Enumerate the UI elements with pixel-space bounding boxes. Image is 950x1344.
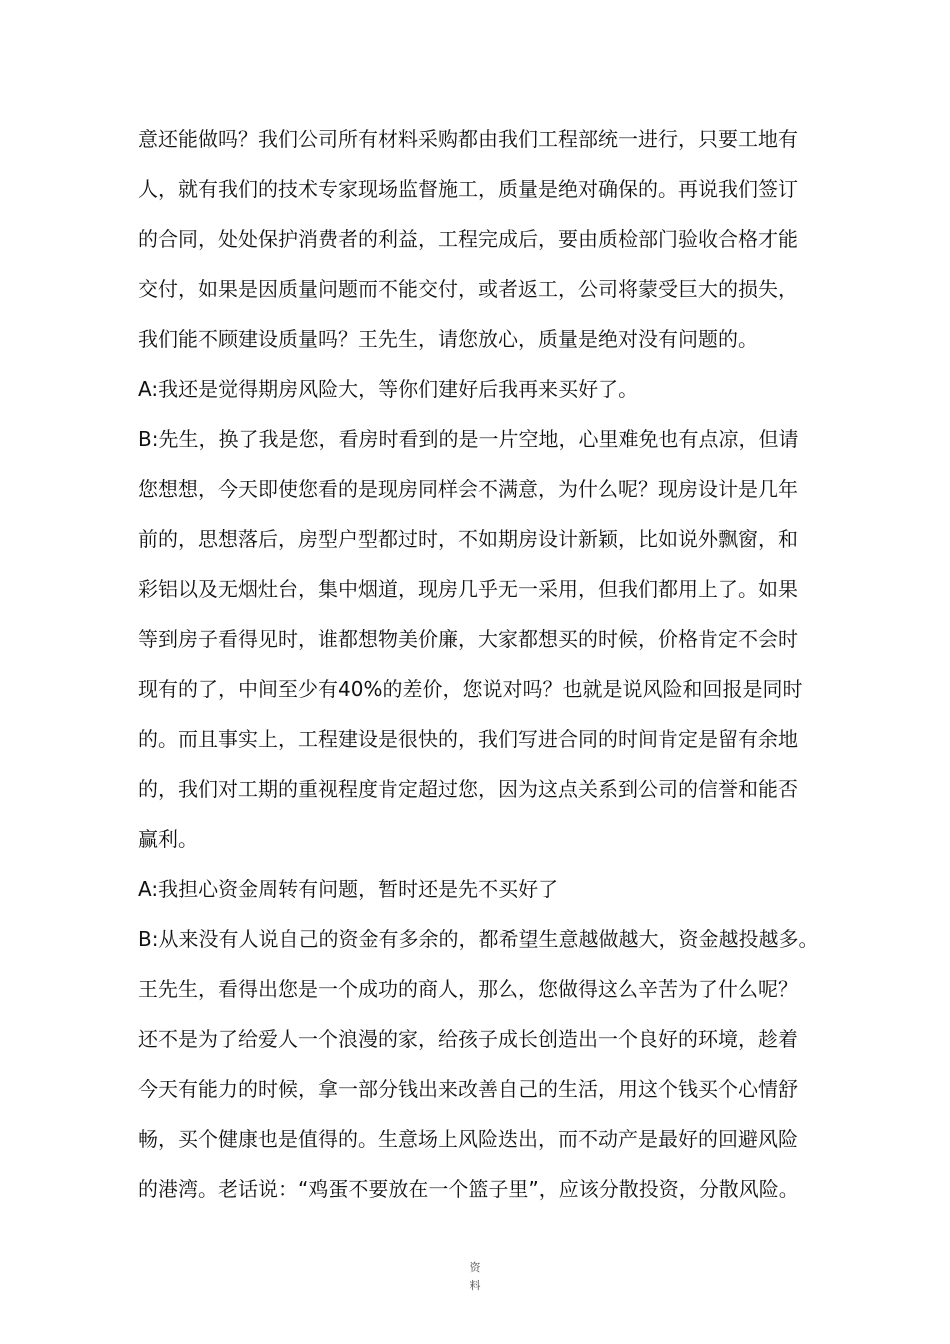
document-body [138, 117, 838, 1217]
text-line: 现有的了，中间至少有40%的差价，您说对吗？也就是说风险和回报是同时 [138, 677, 803, 701]
text-line: A:我担心资金周转有问题，暂时还是先不买好了 [138, 877, 559, 901]
text-line: 意还能做吗？我们公司所有材料采购都由我们工程部统一进行，只要工地有 [138, 127, 798, 151]
text-line: 的，我们对工期的重视程度肯定超过您，因为这点关系到公司的信誉和能否 [138, 777, 798, 801]
text-line: A:我还是觉得期房风险大，等你们建好后我再来买好了。 [138, 377, 639, 401]
text-line: B:从来没有人说自己的资金有多余的，都希望生意越做越大，资金越投越多。 [138, 927, 819, 951]
page-footer [465, 1259, 485, 1295]
text-line: 的合同，处处保护消费者的利益，工程完成后，要由质检部门验收合格才能 [138, 227, 798, 251]
footer-char: 料 [469, 1279, 481, 1292]
text-line: 等到房子看得见时，谁都想物美价廉，大家都想买的时候，价格肯定不会时 [138, 627, 798, 651]
text-line: 王先生，看得出您是一个成功的商人，那么，您做得这么辛苦为了什么呢？ [138, 977, 798, 1001]
text-line: 今天有能力的时候，拿一部分钱出来改善自己的生活，用这个钱买个心情舒 [138, 1077, 798, 1101]
text-line: 人，就有我们的技术专家现场监督施工，质量是绝对确保的。再说我们签订 [138, 177, 798, 201]
text-line: 交付，如果是因质量问题而不能交付，或者返工，公司将蒙受巨大的损失， [138, 277, 798, 301]
text-line: B:先生，换了我是您，看房时看到的是一片空地，心里难免也有点凉，但请 [138, 427, 799, 451]
text-line: 畅，买个健康也是值得的。生意场上风险迭出，而不动产是最好的回避风险 [138, 1127, 798, 1151]
text-line: 的港湾。老话说：“鸡蛋不要放在一个篮子里”，应该分散投资，分散风险。 [138, 1177, 799, 1201]
text-line: 彩铝以及无烟灶台，集中烟道，现房几乎无一采用，但我们都用上了。如果 [138, 577, 798, 601]
text-line: 赢利。 [138, 827, 198, 851]
text-line: 的。而且事实上，工程建设是很快的，我们写进合同的时间肯定是留有余地 [138, 727, 798, 751]
text-line: 前的，思想落后，房型户型都过时，不如期房设计新颖，比如说外飘窗，和 [138, 527, 798, 551]
footer-char: 资 [469, 1261, 481, 1274]
text-line: 您想想，今天即使您看的是现房同样会不满意，为什么呢？现房设计是几年 [138, 477, 798, 501]
text-line: 我们能不顾建设质量吗？王先生，请您放心，质量是绝对没有问题的。 [138, 327, 758, 351]
text-line: 还不是为了给爱人一个浪漫的家，给孩子成长创造出一个良好的环境，趁着 [138, 1027, 798, 1051]
